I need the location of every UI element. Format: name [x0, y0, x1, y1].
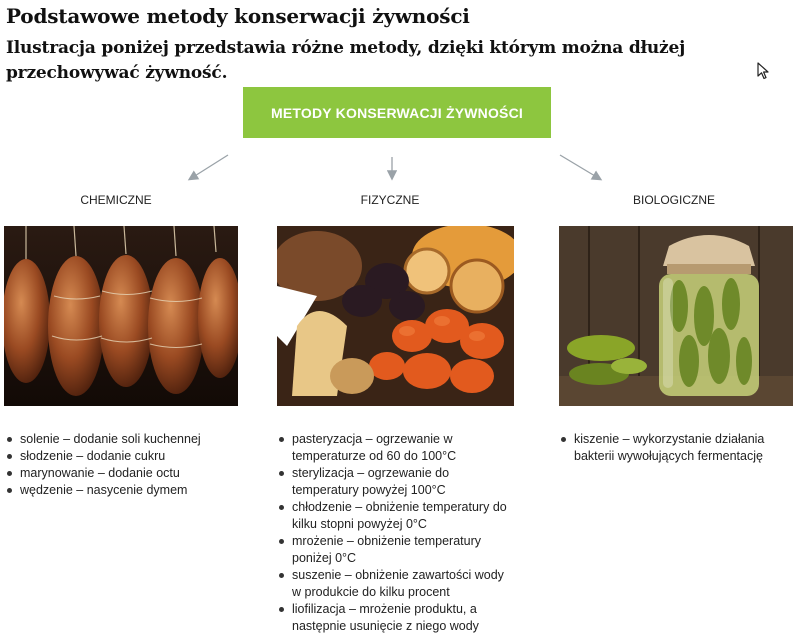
list-chemiczne: [6, 431, 256, 499]
list-item: marynowanie – dodanie octu: [6, 465, 256, 482]
diagram-title: METODY KONSERWACJI ŻYWNOŚCI: [271, 104, 523, 121]
list-item: suszenie – obniżenie zawartości wody w produkcie do kilku procent: [278, 567, 516, 601]
list-item: mrożenie – obniżenie temperatury poniżej 0°C: [278, 533, 516, 567]
pickle-jar-photo: [559, 226, 793, 406]
mouse-cursor-icon: [757, 62, 771, 80]
list-item: wędzenie – nasycenie dymem: [6, 482, 256, 499]
list-item: solenie – dodanie soli kuchennej: [6, 431, 256, 448]
list-item: kiszenie – wykorzystanie działania bakterii wywołujących fermentację: [560, 431, 792, 465]
list-fizyczne: [278, 431, 516, 635]
category-label-biologiczne: BIOLOGICZNE: [632, 193, 715, 207]
list-item: pasteryzacja – ogrzewanie w temperaturze od 60 do 100°C: [278, 431, 516, 465]
dried-fruits-photo: [277, 226, 514, 406]
arrow-to-chemiczne: [190, 155, 228, 179]
intro-text: Ilustracja poniżej przedstawia różne metody, dzięki którym można dłużej przechowywać żywność.: [6, 38, 686, 83]
list-item: sterylizacja – ogrzewanie do temperatury powyżej 100°C: [278, 465, 516, 499]
arrow-to-biologiczne: [560, 155, 600, 179]
list-item: chłodzenie – obniżenie temperatury do kilku stopni powyżej 0°C: [278, 499, 516, 533]
smoked-meat-photo: [4, 226, 238, 406]
category-label-fizyczne: FIZYCZNE: [360, 193, 420, 207]
list-item: słodzenie – dodanie cukru: [6, 448, 256, 465]
list-biologiczne: [560, 431, 792, 465]
page-heading: Podstawowe metody konserwacji żywności: [6, 4, 470, 28]
list-item: liofilizacja – mrożenie produktu, a następnie usunięcie z niego wody: [278, 601, 516, 635]
category-label-chemiczne: CHEMICZNE: [80, 193, 152, 207]
diagram-title-box: [243, 87, 551, 138]
